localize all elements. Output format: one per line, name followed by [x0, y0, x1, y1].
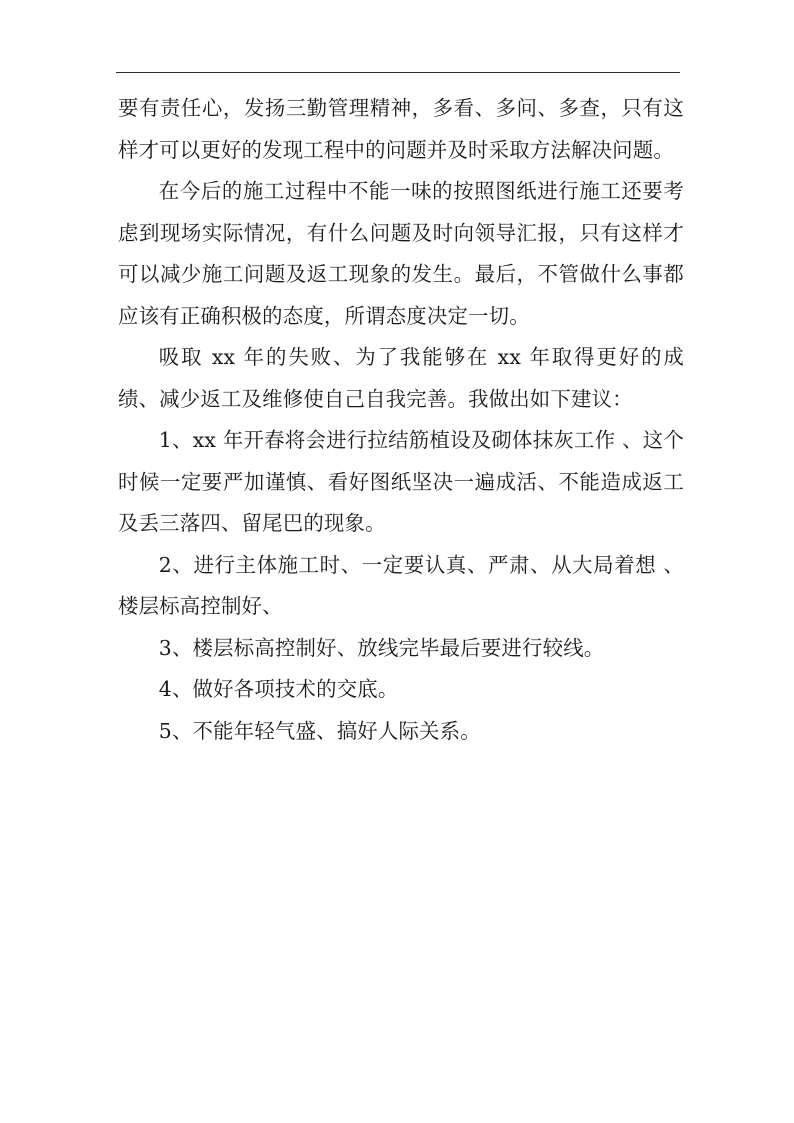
document-body — [118, 88, 684, 752]
list-item: 4、做好各项技术的交底。 — [158, 677, 399, 701]
paragraph: 吸取 xx 年的失败、为了我能够在 xx 年取得更好的成绩、减少返工及维修使自己自我完善。我做出如下建议： — [118, 345, 684, 411]
list-item: 1、xx 年开春将会进行拉结筋植设及砌体抹灰工作 、这个时候一定要严加谨慎、看好图纸坚决一遍成活、不能造成返工及丢三落四、留尾巴的现象。 — [118, 428, 684, 535]
paragraph: 要有责任心，发扬三勤管理精神，多看、多问、多查，只有这样才可以更好的发现工程中的问题并及时采取方法解决问题。 — [118, 96, 684, 162]
list-item: 3、楼层标高控制好、放线完毕最后要进行较线。 — [158, 635, 605, 660]
paragraph: 在今后的施工过程中不能一味的按照图纸进行施工还要考虑到现场实际情况，有什么问题及时向领导汇报，只有这样才可以减少施工问题及返工现象的发生。最后，不管做什么事都应该有正确积极的态度，所谓态度决定一切。 — [118, 179, 684, 328]
header-rule — [116, 72, 680, 73]
list-item: 2、进行主体施工时、一定要认真、严肃、从大局着想 、楼层标高控制好、 — [118, 552, 684, 618]
list-item: 5、不能年轻气盛、搞好人际关系。 — [158, 718, 481, 743]
